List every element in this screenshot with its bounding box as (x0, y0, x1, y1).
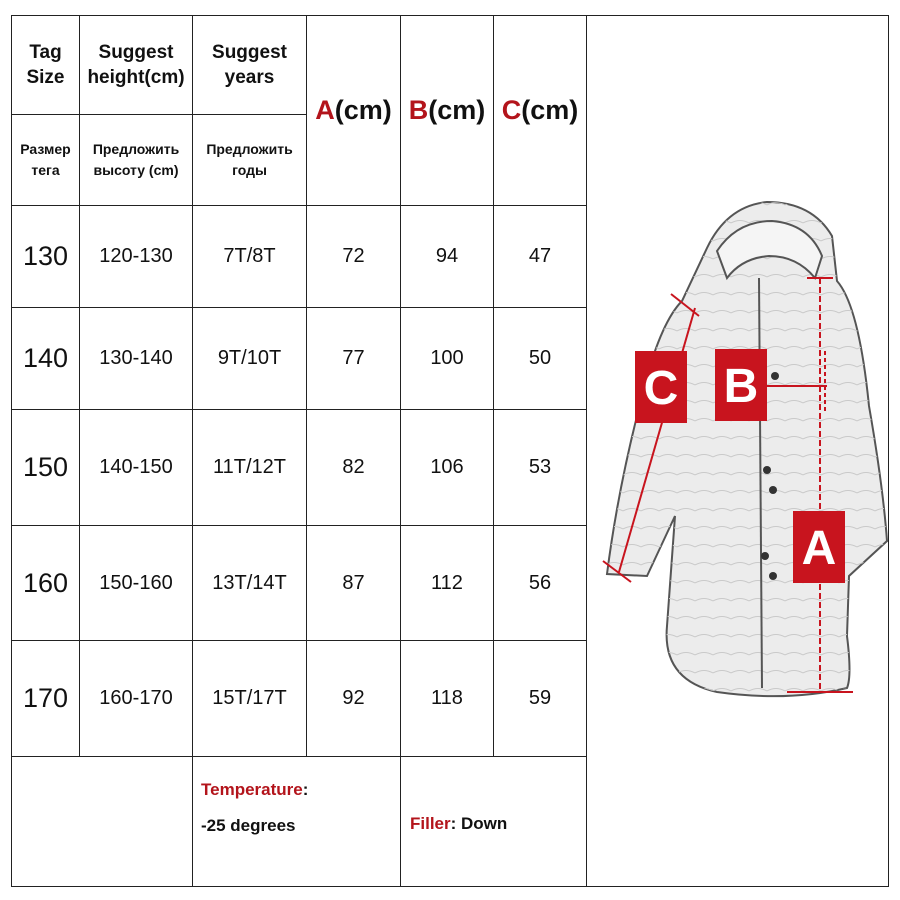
temperature-note (201, 772, 396, 848)
cell-b: 100 (430, 347, 464, 369)
header-text: Tag (29, 42, 62, 63)
temperature-value: -25 degrees (201, 816, 296, 835)
header-tag-size (12, 16, 79, 114)
header-text: высоту (cm) (93, 162, 179, 178)
cell-c: 59 (528, 687, 552, 709)
header-unit: (cm) (521, 95, 579, 125)
filler-note (410, 806, 580, 842)
header-text: тега (31, 162, 60, 178)
temperature-label: Temperature (201, 780, 303, 799)
cell-a: 92 (342, 687, 365, 709)
header-text: Предложить (206, 141, 293, 157)
header-letter: C (501, 95, 522, 125)
cell-height: 150-160 (99, 571, 173, 594)
temperature-line (201, 772, 308, 808)
cell-tag-size: 150 (22, 452, 69, 482)
svg-text:C: C (643, 362, 679, 415)
cell-tag-size: 130 (22, 241, 69, 271)
cell-height: 130-140 (99, 347, 173, 369)
header-col-c (494, 16, 586, 205)
header-suggest-years-ru (193, 115, 306, 205)
grid-line (11, 756, 586, 757)
coat-sketch-icon (587, 16, 888, 886)
cell-tag-size: 170 (22, 683, 69, 713)
cell-height: 120-130 (99, 245, 173, 267)
cell-a: 82 (342, 456, 365, 478)
filler-value: Down (456, 814, 508, 833)
header-suggest-years (193, 16, 306, 114)
measure-label-b (715, 349, 767, 421)
temperature-colon: : (302, 780, 309, 799)
header-text: Size (26, 67, 65, 88)
cell-years: 9T/10T (217, 347, 282, 369)
measure-label-a (793, 511, 845, 583)
cell-a: 87 (342, 571, 365, 594)
header-text: Suggest (98, 42, 174, 63)
header-text: Предложить (92, 141, 180, 157)
header-tag-size-ru (12, 115, 79, 205)
cell-c: 56 (528, 571, 552, 594)
cell-years: 11T/12T (213, 456, 286, 478)
header-letter: A (315, 95, 335, 125)
header-suggest-height-ru (80, 115, 192, 205)
cell-b: 94 (435, 245, 459, 267)
svg-text:A: A (801, 522, 837, 575)
svg-text:B: B (723, 360, 759, 413)
header-unit: (cm) (428, 95, 486, 125)
cell-tag-size: 140 (22, 343, 69, 373)
filler-colon: : (450, 814, 457, 833)
cell-a: 72 (342, 245, 365, 267)
filler-label: Filler (410, 814, 451, 833)
cell-years: 15T/17T (212, 687, 287, 709)
cell-b: 112 (431, 571, 463, 594)
coat-quilting (607, 202, 887, 696)
header-text: годы (232, 162, 267, 178)
cell-height: 160-170 (99, 687, 173, 709)
cell-b: 106 (430, 456, 464, 478)
header-unit: (cm) (334, 95, 392, 125)
header-text: Suggest (212, 42, 287, 63)
cell-c: 50 (528, 347, 552, 369)
cell-c: 53 (528, 456, 552, 478)
cell-c: 47 (528, 245, 552, 267)
cell-b: 118 (431, 687, 463, 709)
cell-height: 140-150 (99, 456, 173, 478)
header-text: height(cm) (87, 67, 185, 88)
cell-years: 13T/14T (212, 571, 287, 594)
header-text: Размер (20, 141, 71, 157)
cell-tag-size: 160 (22, 567, 69, 598)
header-col-a (307, 16, 400, 205)
cell-years: 7T/8T (223, 245, 276, 267)
header-col-b (401, 16, 493, 205)
header-text: years (224, 67, 275, 88)
cell-a: 77 (342, 347, 365, 369)
header-suggest-height (80, 16, 192, 114)
header-letter: B (408, 95, 429, 125)
measure-label-c (635, 351, 687, 423)
